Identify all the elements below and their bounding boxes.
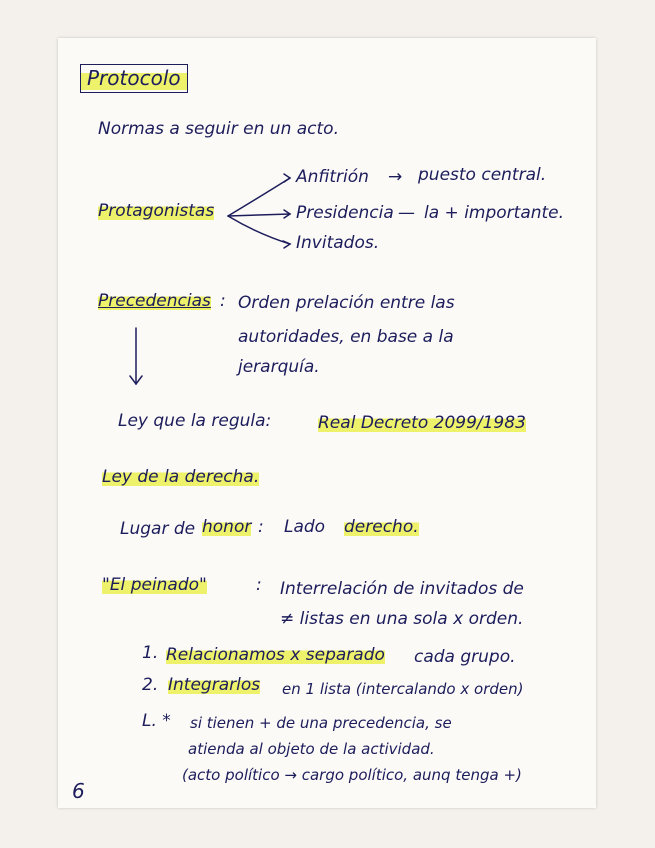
- lugar-honor: honor: [202, 517, 252, 537]
- peinado-label: "El peinado": [102, 575, 207, 595]
- step-2-number: 2.: [142, 675, 159, 695]
- note-line-3: (acto político → cargo político, aunq tenga +): [182, 766, 522, 784]
- step-2-rest: en 1 lista (intercalando x orden): [282, 680, 524, 698]
- item-presidencia-dash: —: [398, 203, 415, 223]
- peinado-line-2: ≠ listas en una sola x orden.: [280, 609, 524, 629]
- lugar-prefix: Lugar de: [120, 519, 196, 539]
- precedencias-line-1: Orden prelación entre las: [238, 293, 455, 313]
- arrows-overlay: [58, 38, 596, 808]
- item-invitados: Invitados.: [296, 233, 380, 253]
- ley-derecha-title: Ley de la derecha.: [102, 467, 260, 487]
- lugar-colon: :: [258, 517, 264, 537]
- lugar-lado: Lado: [284, 517, 326, 537]
- step-1-rest: cada grupo.: [414, 647, 516, 667]
- note-line-1: si tienen + de una precedencia, se: [190, 714, 452, 732]
- branch-arrowhead-invitados: [283, 241, 290, 248]
- peinado-colon: :: [256, 575, 262, 595]
- ley-decreto: Real Decreto 2099/1983: [318, 413, 526, 433]
- step-1-number: 1.: [142, 643, 159, 663]
- step-1-highlight: Relacionamos x separado: [166, 645, 385, 665]
- notebook-page: [58, 38, 596, 808]
- peinado-line-1: Interrelación de invitados de: [280, 579, 524, 599]
- page-number: 6: [72, 779, 85, 803]
- page-title: Protocolo: [80, 64, 188, 93]
- precedencias-label: Precedencias: [98, 291, 211, 311]
- item-anfitrion-arrow: →: [388, 167, 403, 187]
- branch-arrow-anfitrion: [228, 178, 290, 216]
- item-presidencia: Presidencia: [296, 203, 394, 223]
- branch-arrow-invitados: [228, 216, 290, 244]
- item-anfitrion-detail: puesto central.: [418, 165, 547, 185]
- note-marker: L. *: [142, 711, 171, 731]
- item-anfitrion: Anfitrión: [296, 167, 369, 187]
- branch-arrowhead-anfitrion: [284, 174, 290, 182]
- precedencias-line-2: autoridades, en base a la: [238, 327, 454, 347]
- precedencias-colon: :: [220, 291, 226, 311]
- note-line-2: atienda al objeto de la actividad.: [188, 740, 435, 758]
- lugar-derecho: derecho.: [344, 517, 419, 537]
- precedencias-line-3: jerarquía.: [238, 357, 320, 377]
- definition-text: Normas a seguir en un acto.: [98, 119, 339, 139]
- ley-text: Ley que la regula:: [118, 411, 272, 431]
- protagonists-label: Protagonistas: [98, 201, 215, 221]
- step-2-highlight: Integrarlos: [168, 675, 261, 695]
- branch-arrow-presidencia: [228, 214, 290, 216]
- item-presidencia-detail: la + importante.: [424, 203, 565, 223]
